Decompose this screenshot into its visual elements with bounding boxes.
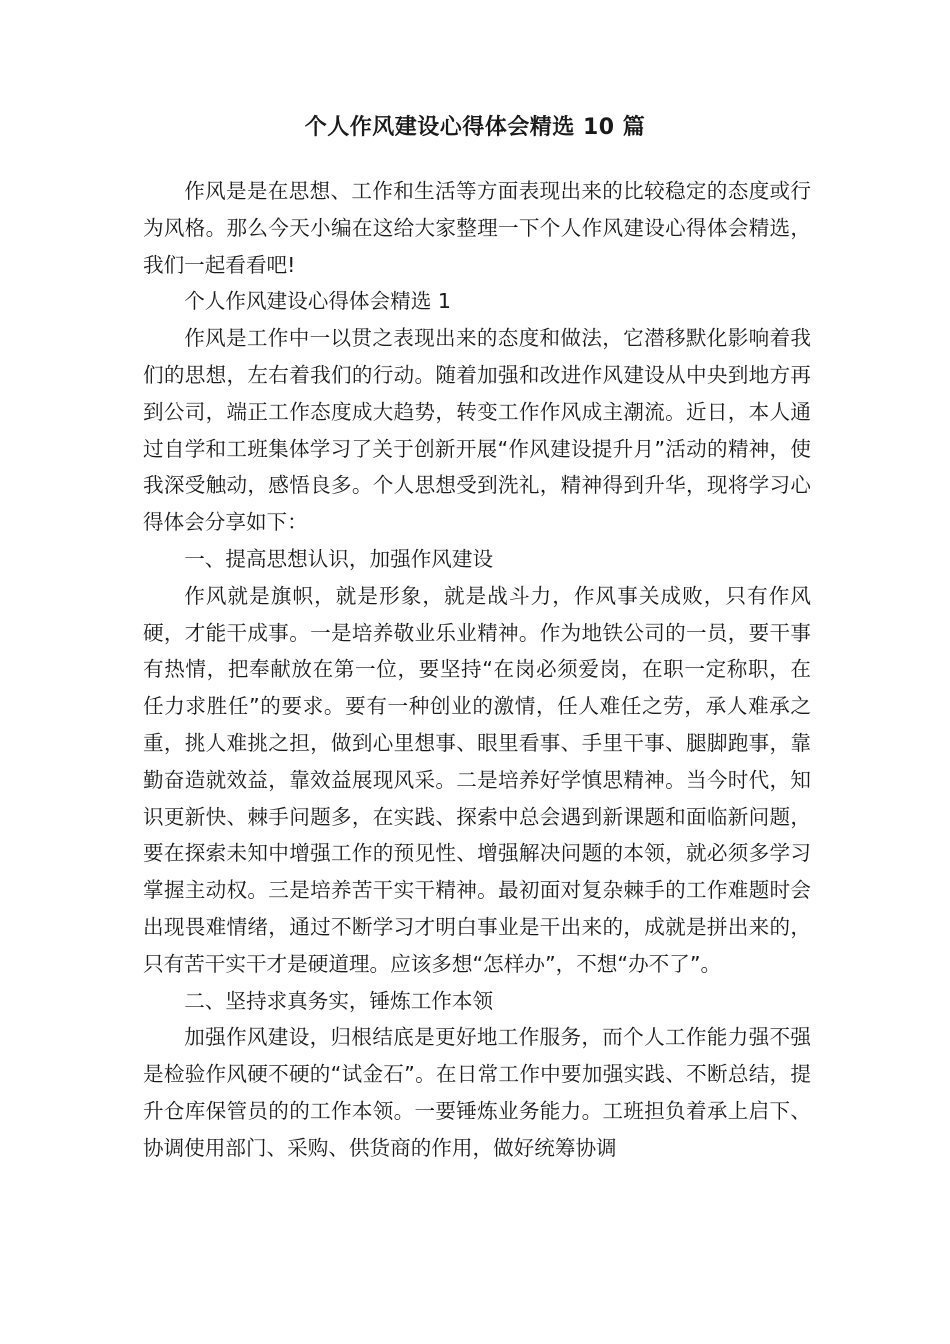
- body-paragraph: 作风就是旗帜，就是形象，就是战斗力，作风事关成败，只有作风硬，才能干成事。一是培养敬业乐业精神。作为地铁公司的一员，要干事有热情，把奉献放在第一位，要坚持“在岗必须爱岗，在职一定称职，在任力求胜任”的要求。要有一种创业的激情，任人难任之劳，承人难承之重，挑人难挑之担，做到心里想事、眼里看事、手里干事、腿脚跑事，靠勤奋造就效益，靠效益展现风采。二是培养好学慎思精神。当今时代，知识更新快、棘手问题多，在实践、探索中总会遇到新课题和面临新问题，要在探索未知中增强工作的预见性、增强解决问题的本领，就必须多学习掌握主动权。三是培养苦干实干精神。最初面对复杂棘手的工作难题时会出现畏难情绪，通过不断学习才明白事业是干出来的，成就是拼出来的，只有苦干实干才是硬道理。应该多想“怎样办”，不想“办不了”。: [143, 583, 811, 976]
- intro-paragraph: 作风是是在思想、工作和生活等方面表现出来的比较稳定的态度或行为风格。那么今天小编在这给大家整理一下个人作风建设心得体会精选，我们一起看看吧!: [143, 179, 811, 277]
- subheading-1: 一、提高思想认识，加强作风建设: [184, 546, 494, 571]
- section-heading-part-1: 个人作风建设心得体会精选 1: [184, 289, 451, 314]
- body-paragraph: 加强作风建设，归根结底是更好地工作服务，而个人工作能力强不强是检验作风硬不硬的“试金石”。在日常工作中要加强实践、不断总结，提升仓库保管员的的工作本领。一要锤炼业务能力。工班担负着承上启下、协调使用部门、采购、供货商的作用，做好统筹协调: [143, 1025, 811, 1160]
- document-body: [143, 173, 811, 1167]
- body-paragraph: 作风是工作中一以贯之表现出来的态度和做法，它潜移默化影响着我们的思想，左右着我们的行动。随着加强和改进作风建设从中央到地方再到公司，端正工作态度成大趋势，转变工作作风成主潮流。近日，本人通过自学和工班集体学习了关于创新开展“作风建设提升月”活动的精神，使我深受触动，感悟良多。个人思想受到洗礼，精神得到升华，现将学习心得体会分享如下：: [143, 326, 811, 535]
- document-title: 个人作风建设心得体会精选 10 篇: [304, 115, 646, 140]
- subheading-2: 二、坚持求真务实，锤炼工作本领: [184, 988, 494, 1013]
